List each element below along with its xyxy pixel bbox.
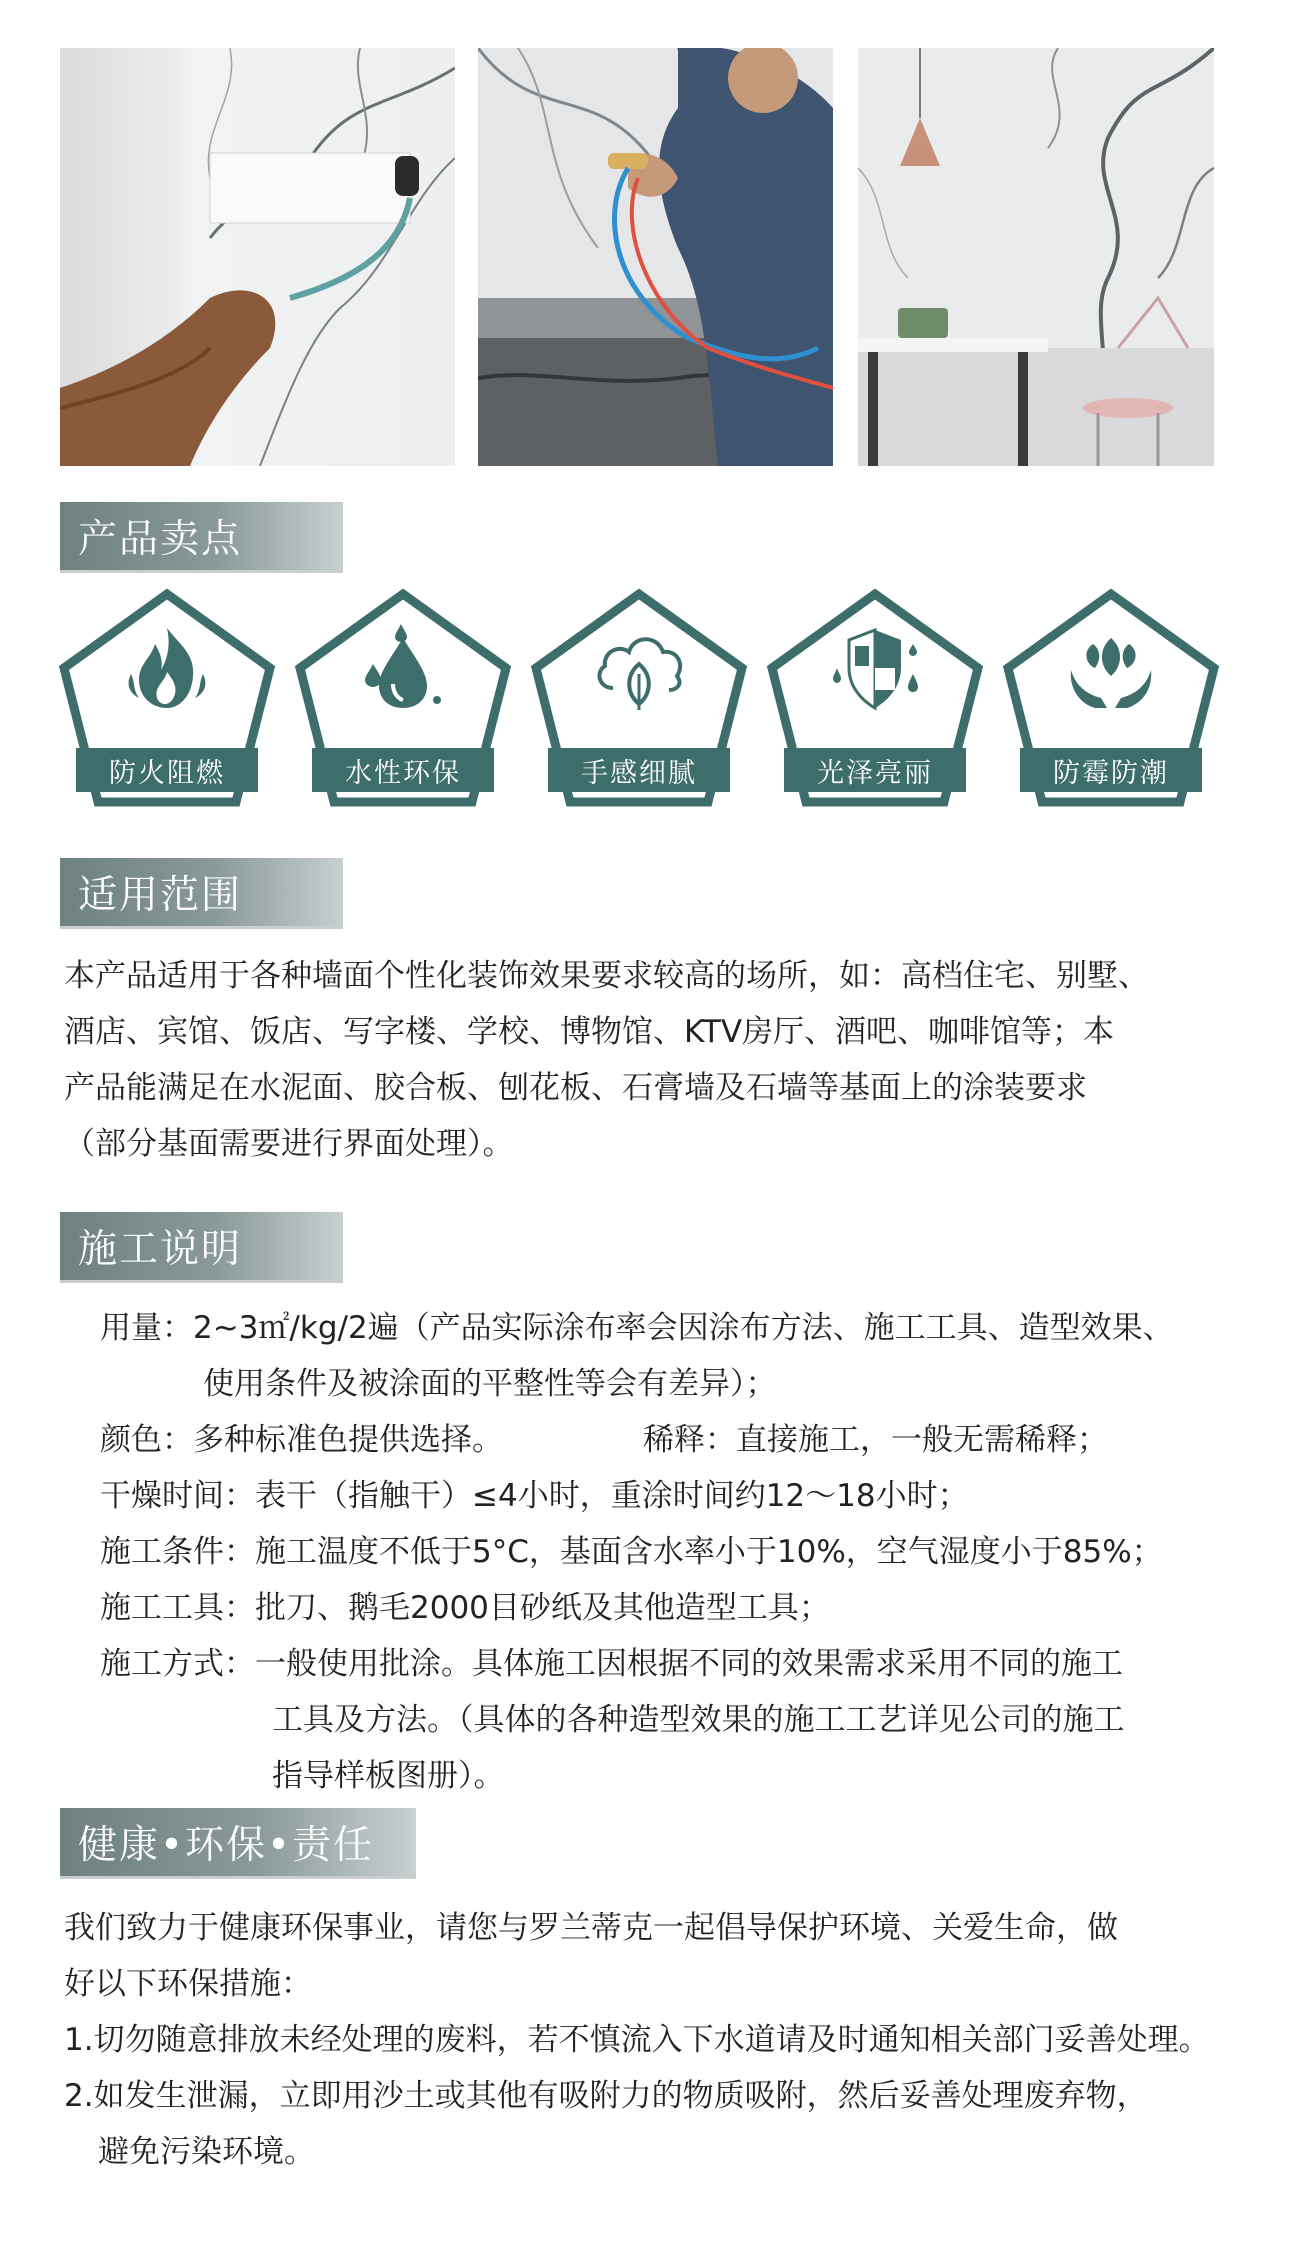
scope-line: 酒店、宾馆、饭店、写字楼、学校、博物馆、KTV房厅、酒吧、咖啡馆等；本	[64, 1014, 1115, 1050]
feature-list	[58, 588, 1228, 810]
feature-mildew-proof	[1002, 588, 1220, 810]
feature-label: 水性环保	[312, 748, 494, 792]
health-list-item-continued: 避免污染环境。	[98, 2134, 315, 2170]
drying-line: 干燥时间：表干（指触干）≤4小时，重涂时间约12～18小时；	[100, 1478, 969, 1514]
feature-label: 防霉防潮	[1020, 748, 1202, 792]
feature-label: 防火阻燃	[76, 748, 258, 792]
feature-label: 光泽亮丽	[784, 748, 966, 792]
health-intro-line: 我们致力于健康环保事业，请您与罗兰蒂克一起倡导保护环境、关爱生命，做	[64, 1910, 1118, 1946]
scope-line: 产品能满足在水泥面、胶合板、刨花板、石膏墙及石墙等基面上的涂装要求	[64, 1070, 1087, 1106]
section-heading-selling-points: 产品卖点	[60, 502, 343, 570]
health-list-item: 2.如发生泄漏，立即用沙土或其他有吸附力的物质吸附，然后妥善处理废弃物，	[64, 2078, 1148, 2114]
feature-smooth-touch	[530, 588, 748, 810]
section-heading-health: 健康•环保•责任	[60, 1808, 416, 1876]
feature-label: 手感细腻	[548, 748, 730, 792]
feature-glossy	[766, 588, 984, 810]
health-paragraph	[64, 1900, 1244, 2180]
flame-icon	[117, 624, 217, 712]
color-dilution-row	[100, 1412, 1250, 1468]
instructions-list	[100, 1300, 1250, 1804]
roller-application-photo	[60, 48, 455, 466]
tools-line: 施工工具：批刀、鹅毛2000目砂纸及其他造型工具；	[100, 1590, 830, 1626]
cloud-leaf-icon	[589, 624, 689, 712]
usage-line-continued: 使用条件及被涂面的平整性等会有差异）；	[203, 1366, 777, 1402]
color-text: 颜色：多种标准色提供选择。	[100, 1422, 503, 1458]
section-heading-instructions: 施工说明	[60, 1212, 343, 1280]
dilution-text: 稀释：直接施工，一般无需稀释；	[643, 1422, 1108, 1458]
shield-sparkle-icon	[825, 624, 925, 712]
scope-line: （部分基面需要进行界面处理）。	[64, 1126, 514, 1162]
health-list-item: 1.切勿随意排放未经处理的废料，若不慎流入下水道请及时通知相关部门妥善处理。	[64, 2022, 1210, 2058]
interior-room-photo	[858, 48, 1214, 466]
usage-line: 用量：2~3㎡/kg/2遍（产品实际涂布率会因涂布方法、施工工具、造型效果、	[100, 1310, 1174, 1346]
hands-leaf-icon	[1061, 624, 1161, 712]
method-line: 施工方式：一般使用批涂。具体施工因根据不同的效果需求采用不同的施工	[100, 1646, 1123, 1682]
feature-fireproof	[58, 588, 276, 810]
health-intro-line: 好以下环保措施：	[64, 1966, 312, 2002]
section-heading-scope: 适用范围	[60, 858, 343, 926]
scope-paragraph	[64, 948, 1244, 1172]
scope-line: 本产品适用于各种墙面个性化装饰效果要求较高的场所，如：高档住宅、别墅、	[64, 958, 1149, 994]
feature-waterborne	[294, 588, 512, 810]
conditions-line: 施工条件：施工温度不低于5°C，基面含水率小于10%，空气湿度小于85%；	[100, 1534, 1163, 1570]
water-drops-icon	[353, 624, 453, 712]
method-line-continued: 工具及方法。（具体的各种造型效果的施工工艺详见公司的施工	[272, 1702, 1125, 1738]
method-line-continued: 指导样板图册）。	[272, 1758, 505, 1794]
spray-gun-application-photo	[478, 48, 833, 466]
